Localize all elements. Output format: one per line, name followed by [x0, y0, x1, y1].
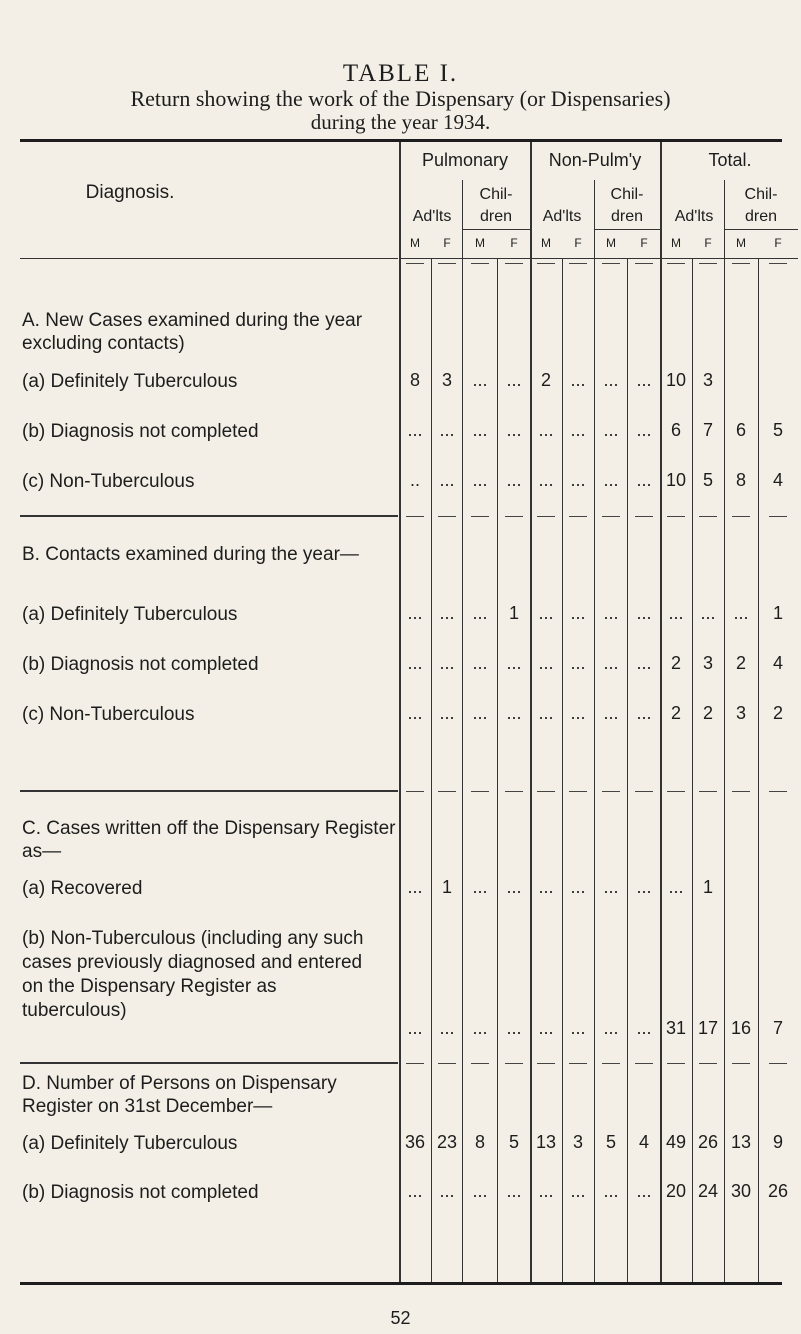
table-cell: ... — [407, 603, 423, 623]
header-sex-f: F — [704, 236, 712, 250]
col-divider — [758, 258, 759, 1282]
header-diagnosis: Diagnosis. — [85, 182, 175, 203]
header-sex-f: F — [574, 236, 582, 250]
header-sex-m: M — [475, 236, 485, 250]
header-children-nonpulm-1: Chil- — [610, 186, 644, 203]
column-dash — [471, 791, 489, 792]
table-cell: ... — [636, 370, 652, 390]
table-cell: ... — [603, 420, 619, 440]
table-cell: ... — [472, 653, 488, 673]
table-cell: 24 — [697, 1181, 719, 1201]
table-cell: 5 — [605, 1132, 616, 1152]
column-dash — [471, 516, 489, 517]
column-dash — [699, 516, 717, 517]
table-cell: ... — [570, 877, 586, 897]
column-dash — [569, 1063, 587, 1064]
table-cell: ... — [570, 653, 586, 673]
column-dash — [537, 791, 555, 792]
table-cell: 26 — [767, 1181, 789, 1201]
table-cell: 13 — [535, 1132, 557, 1152]
column-dash — [699, 791, 717, 792]
table-cell: ... — [407, 1018, 423, 1038]
header-sex-m: M — [606, 236, 616, 250]
table-cell: 1 — [508, 603, 519, 623]
header-line-diagnosis — [20, 258, 398, 259]
page-number: 52 — [390, 1308, 411, 1328]
header-adults-pulm: Ad'lts — [412, 208, 452, 225]
col-divider — [497, 258, 498, 1282]
col-divider — [562, 258, 563, 1282]
table-cell: ... — [538, 1181, 554, 1201]
table-cell: 5 — [772, 420, 783, 440]
column-dash — [471, 263, 489, 264]
row-label: (b) Diagnosis not completed — [22, 421, 259, 442]
table-cell: 4 — [638, 1132, 649, 1152]
table-cell: ... — [538, 1018, 554, 1038]
section-separator — [20, 790, 398, 792]
table-cell: ... — [636, 1181, 652, 1201]
header-sex-m: M — [736, 236, 746, 250]
table-cell: 4 — [772, 653, 783, 673]
table-cell: ... — [668, 603, 684, 623]
header-children-total-1: Chil- — [744, 186, 778, 203]
column-dash — [602, 263, 620, 264]
header-sex-m: M — [671, 236, 681, 250]
column-dash — [667, 1063, 685, 1064]
column-dash — [438, 791, 456, 792]
row-label: (c) Non-Tuberculous — [22, 471, 195, 492]
table-cell: 5 — [702, 470, 713, 490]
table-cell: 3 — [702, 370, 713, 390]
table-cell: ... — [472, 1018, 488, 1038]
table-cell: .. — [409, 470, 420, 490]
table-cell: 13 — [730, 1132, 752, 1152]
table-cell: ... — [506, 470, 522, 490]
column-dash — [406, 1063, 424, 1064]
header-children-nonpulm-2: dren — [610, 208, 644, 225]
table-cell: ... — [603, 1181, 619, 1201]
table-cell: ... — [439, 1018, 455, 1038]
table-cell: ... — [407, 703, 423, 723]
header-children-total-2: dren — [744, 208, 778, 225]
table-cell: 16 — [730, 1018, 752, 1038]
header-line-group — [724, 229, 798, 230]
table-cell: 3 — [702, 653, 713, 673]
table-cell: 20 — [665, 1181, 687, 1201]
table-cell: 2 — [540, 370, 551, 390]
column-dash — [732, 791, 750, 792]
table-cell: 3 — [441, 370, 452, 390]
table-cell: 10 — [665, 470, 687, 490]
row-label: (b) Diagnosis not completed — [22, 1182, 259, 1203]
table-cell: 17 — [697, 1018, 719, 1038]
section-a-heading: A. New Cases examined during the year excluding contacts) — [22, 310, 363, 354]
col-divider — [627, 258, 628, 1282]
table-cell: ... — [439, 1181, 455, 1201]
column-dash — [406, 263, 424, 264]
table-cell: ... — [538, 653, 554, 673]
table-cell: 8 — [474, 1132, 485, 1152]
column-dash — [569, 263, 587, 264]
table-cell: 10 — [665, 370, 687, 390]
table-cell: ... — [472, 1181, 488, 1201]
column-dash — [667, 516, 685, 517]
table-cell: 8 — [409, 370, 420, 390]
table-cell: 7 — [702, 420, 713, 440]
table-cell: 2 — [735, 653, 746, 673]
table-cell: ... — [570, 603, 586, 623]
column-dash — [732, 263, 750, 264]
column-dash — [505, 791, 523, 792]
table-cell: 2 — [702, 703, 713, 723]
table-cell: ... — [636, 877, 652, 897]
table-cell: ... — [506, 1018, 522, 1038]
table-cell: ... — [407, 420, 423, 440]
column-dash — [537, 263, 555, 264]
table-cell: 6 — [670, 420, 681, 440]
table-cell: ... — [472, 420, 488, 440]
table-cell: ... — [636, 1018, 652, 1038]
header-pulmonary: Pulmonary — [421, 150, 509, 170]
table-cell: ... — [570, 1018, 586, 1038]
column-dash — [635, 1063, 653, 1064]
header-children-pulm-2: dren — [479, 208, 513, 225]
table-cell: 9 — [772, 1132, 783, 1152]
column-dash — [537, 1063, 555, 1064]
header-adults-total: Ad'lts — [674, 208, 714, 225]
table-cell: ... — [538, 420, 554, 440]
header-non-pulmonary: Non-Pulm'y — [548, 150, 642, 170]
table-cell: 2 — [670, 703, 681, 723]
section-separator — [20, 1062, 398, 1064]
table-cell: ... — [506, 1181, 522, 1201]
column-dash — [769, 516, 787, 517]
column-dash — [769, 1063, 787, 1064]
table-cell: ... — [506, 420, 522, 440]
column-dash — [569, 516, 587, 517]
column-dash — [438, 263, 456, 264]
table-cell: 6 — [735, 420, 746, 440]
column-dash — [569, 791, 587, 792]
col-divider — [462, 180, 463, 1282]
table-cell: ... — [506, 653, 522, 673]
table-cell: 23 — [436, 1132, 458, 1152]
table-cell: ... — [603, 603, 619, 623]
table-cell: ... — [407, 653, 423, 673]
header-line-group — [462, 229, 530, 230]
table-cell: ... — [636, 470, 652, 490]
column-dash — [769, 263, 787, 264]
section-separator — [20, 515, 398, 517]
table-cell: ... — [506, 370, 522, 390]
table-subtitle-year: during the year 1934. — [310, 110, 491, 134]
table-title: TABLE I. — [342, 60, 459, 87]
header-sex-m: M — [410, 236, 420, 250]
table-cell: ... — [472, 703, 488, 723]
table-cell: ... — [439, 420, 455, 440]
table-cell: 1 — [702, 877, 713, 897]
col-divider — [594, 180, 595, 1282]
column-dash — [406, 791, 424, 792]
column-dash — [438, 516, 456, 517]
table-cell: 2 — [772, 703, 783, 723]
column-dash — [602, 791, 620, 792]
table-cell: 4 — [772, 470, 783, 490]
section-d-heading: D. Number of Persons on Dispensary Register on 31st December— — [22, 1073, 337, 1117]
table-cell: ... — [538, 470, 554, 490]
table-cell: ... — [407, 1181, 423, 1201]
table-cell: 5 — [508, 1132, 519, 1152]
table-cell: ... — [636, 703, 652, 723]
column-dash — [635, 791, 653, 792]
table-cell: ... — [603, 470, 619, 490]
table-cell: ... — [506, 703, 522, 723]
header-sex-f: F — [640, 236, 648, 250]
table-cell: ... — [603, 703, 619, 723]
column-dash — [537, 516, 555, 517]
column-dash — [699, 263, 717, 264]
header-line-mf — [400, 258, 798, 259]
section-b-heading: B. Contacts examined during the year— — [22, 544, 359, 565]
column-dash — [505, 263, 523, 264]
column-dash — [505, 1063, 523, 1064]
header-sex-f: F — [774, 236, 782, 250]
table-cell: 8 — [735, 470, 746, 490]
top-rule — [20, 139, 782, 142]
table-cell: ... — [700, 603, 716, 623]
header-sex-m: M — [541, 236, 551, 250]
table-cell: 31 — [665, 1018, 687, 1038]
table-cell: 36 — [404, 1132, 426, 1152]
row-label: (a) Definitely Tuberculous — [22, 371, 238, 392]
column-dash — [732, 1063, 750, 1064]
table-cell: ... — [506, 877, 522, 897]
table-cell: 2 — [670, 653, 681, 673]
table-cell: ... — [472, 370, 488, 390]
header-children-pulm-1: Chil- — [479, 186, 513, 203]
column-dash — [602, 1063, 620, 1064]
table-cell: ... — [733, 603, 749, 623]
table-cell: ... — [668, 877, 684, 897]
table-cell: ... — [439, 703, 455, 723]
row-label: (b) Non-Tuberculous (including any such cases previously diagnosed and entered on the Dispensary Register as tuberculous) — [22, 928, 364, 1021]
column-dash — [699, 1063, 717, 1064]
table-cell: ... — [439, 470, 455, 490]
column-dash — [667, 263, 685, 264]
row-label: (b) Diagnosis not completed — [22, 654, 259, 675]
bottom-rule — [20, 1282, 782, 1285]
header-line-group — [594, 229, 660, 230]
table-cell: ... — [636, 653, 652, 673]
table-cell: ... — [603, 370, 619, 390]
table-cell: ... — [603, 653, 619, 673]
row-label: (a) Recovered — [22, 878, 143, 899]
table-cell: ... — [570, 420, 586, 440]
table-subtitle: Return showing the work of the Dispensary (or Dispensaries) — [130, 86, 671, 111]
table-cell: 3 — [572, 1132, 583, 1152]
table-cell: 1 — [772, 603, 783, 623]
section-c-heading: C. Cases written off the Dispensary Register as— — [22, 818, 396, 862]
column-dash — [769, 791, 787, 792]
table-cell: ... — [538, 703, 554, 723]
header-total: Total. — [708, 150, 752, 170]
column-dash — [635, 263, 653, 264]
column-dash — [635, 516, 653, 517]
table-cell: ... — [538, 877, 554, 897]
table-cell: 1 — [441, 877, 452, 897]
column-dash — [438, 1063, 456, 1064]
col-divider — [431, 258, 432, 1282]
table-cell: ... — [570, 1181, 586, 1201]
table-cell: 7 — [772, 1018, 783, 1038]
column-dash — [505, 516, 523, 517]
table-cell: 30 — [730, 1181, 752, 1201]
column-dash — [471, 1063, 489, 1064]
table-cell: 49 — [665, 1132, 687, 1152]
col-divider — [724, 180, 725, 1282]
table-cell: ... — [439, 653, 455, 673]
table-cell: ... — [472, 877, 488, 897]
table-cell: ... — [603, 877, 619, 897]
table-cell: 26 — [697, 1132, 719, 1152]
table-cell: 3 — [735, 703, 746, 723]
table-cell: ... — [407, 877, 423, 897]
row-label: (a) Definitely Tuberculous — [22, 604, 238, 625]
table-cell: ... — [570, 703, 586, 723]
column-dash — [602, 516, 620, 517]
column-dash — [667, 791, 685, 792]
table-cell: ... — [472, 470, 488, 490]
row-label: (c) Non-Tuberculous — [22, 704, 195, 725]
header-adults-nonpulm: Ad'lts — [542, 208, 582, 225]
table-cell: ... — [636, 603, 652, 623]
table-cell: ... — [472, 603, 488, 623]
column-dash — [732, 516, 750, 517]
header-sex-f: F — [443, 236, 451, 250]
table-cell: ... — [439, 603, 455, 623]
header-sex-f: F — [510, 236, 518, 250]
col-divider — [692, 258, 693, 1282]
table-cell: ... — [570, 470, 586, 490]
table-cell: ... — [603, 1018, 619, 1038]
column-dash — [406, 516, 424, 517]
table-cell: ... — [538, 603, 554, 623]
row-label: (a) Definitely Tuberculous — [22, 1133, 238, 1154]
table-cell: ... — [570, 370, 586, 390]
table-cell: ... — [636, 420, 652, 440]
